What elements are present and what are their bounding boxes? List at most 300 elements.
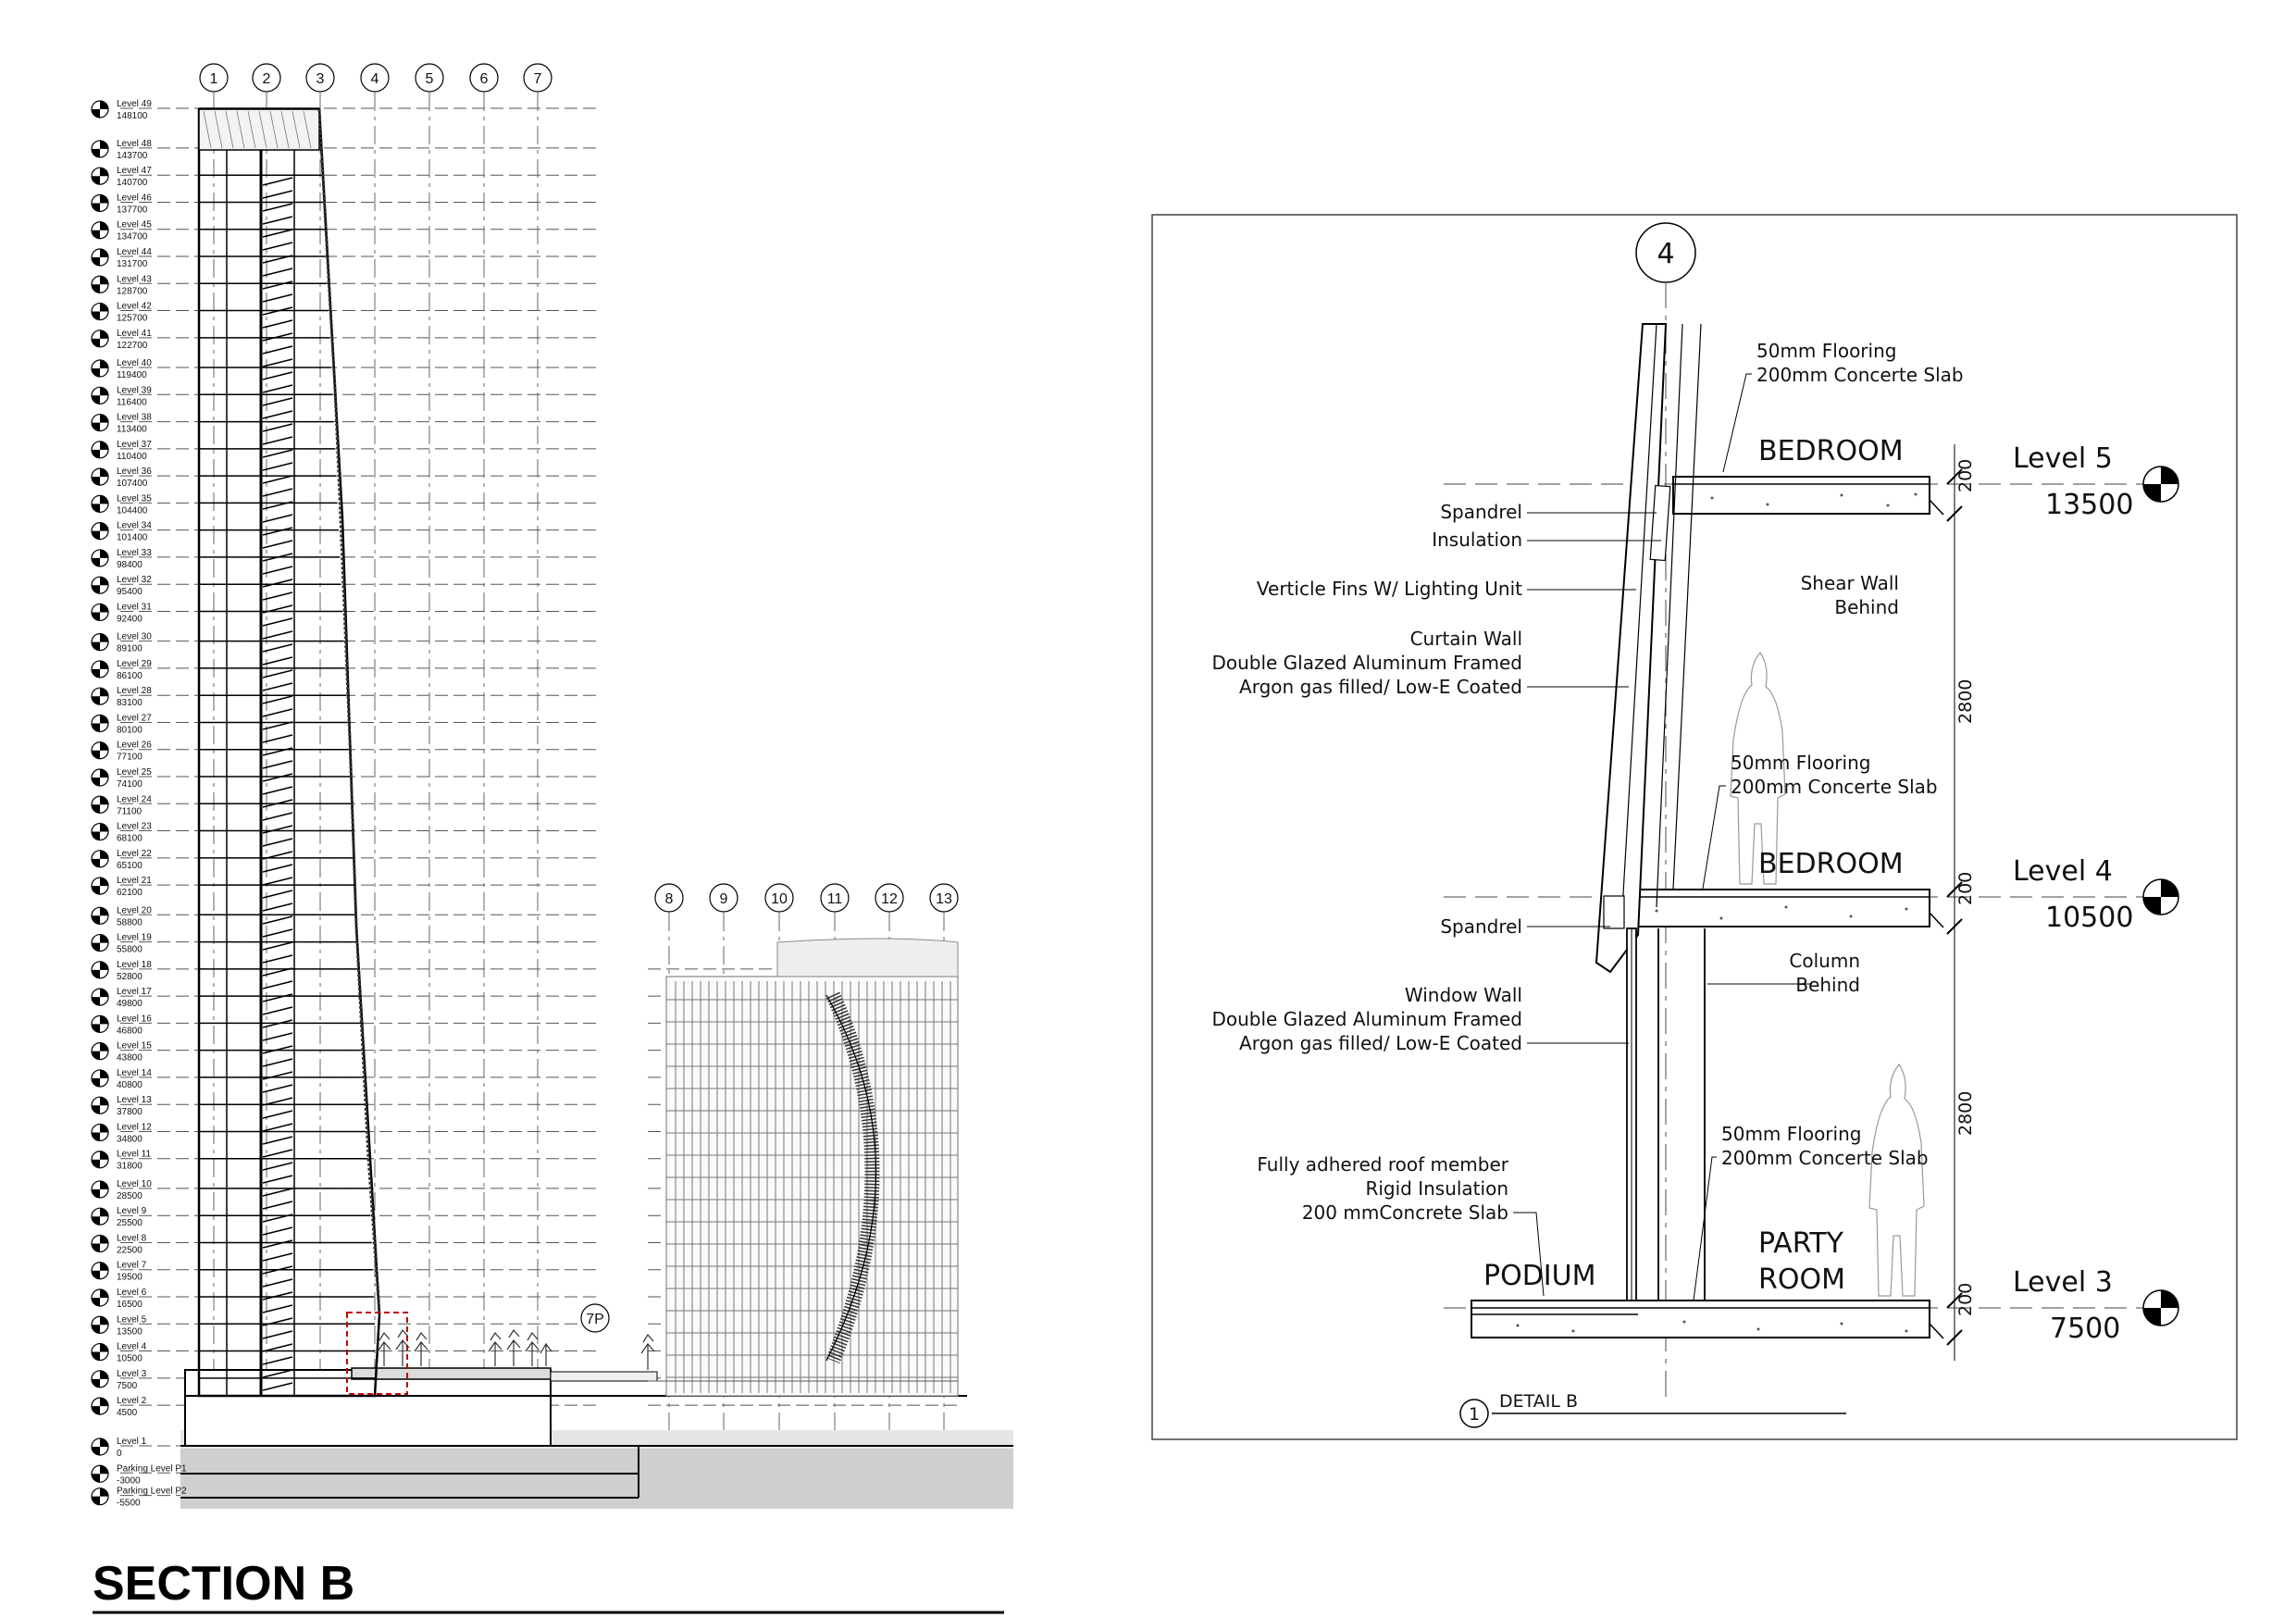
level-elevation: 71100 [117,806,143,817]
note-curtain-wall-1: Curtain Wall [1409,628,1522,650]
level-marker [92,521,152,543]
grid-label: 2 [262,71,271,87]
level-marker [92,960,152,982]
level-marker [92,1068,152,1090]
level-marker [92,686,152,708]
note-column-1: Column [1789,950,1860,972]
level-name: Level 40 [117,358,152,369]
level-marker [92,220,152,243]
note-window-wall-1: Window Wall [1404,984,1522,1006]
level-marker [92,99,152,121]
stair-tread [263,839,292,846]
stair-tread [263,761,292,768]
level-marker [92,767,152,790]
level-elevation: 31800 [117,1161,143,1172]
level-name: Level 3 [117,1368,147,1379]
level-name: Level 20 [117,905,152,916]
stair-tread [263,903,292,911]
level-name: Level 45 [117,219,152,230]
stair-tread [263,528,292,535]
stair-tread [263,243,292,250]
level-elevation: 4500 [117,1408,138,1419]
level-elevation: 55800 [117,944,143,955]
level-name: Level 14 [117,1067,152,1078]
level-elevation: 137700 [117,205,148,216]
level-name: Level 4 [117,1341,147,1352]
grid-bubble [655,884,683,912]
level-marker [92,193,152,215]
level-marker [92,139,152,161]
grid-label: 7 [533,71,542,87]
room-bedroom-lower: BEDROOM [1758,848,1904,880]
stair-tread [263,1331,292,1338]
level-3-symbol [2143,1290,2178,1326]
level-marker [92,632,152,654]
tower-crown [199,109,319,150]
grid-label: 6 [479,71,489,87]
level-marker [92,385,152,407]
level-elevation: 46800 [117,1026,143,1037]
level-elevation: 116400 [117,397,147,408]
grid-label: 5 [425,71,434,87]
grid-bubble [253,64,280,92]
stair-tread [263,890,292,898]
slab-level-3 [1471,1301,1930,1338]
level-marker [92,905,152,927]
stair-tread [263,865,292,872]
level-elevation: 128700 [117,286,148,297]
level-elevation: 80100 [117,725,143,736]
note-shear-wall-1: Shear Wall [1800,572,1899,594]
detail-level-4-name: Level 4 [2013,855,2113,888]
grid-bubble [930,884,958,912]
stair-tread [263,709,292,716]
room-bedroom-upper: BEDROOM [1758,435,1904,467]
level-name: Level 1 [117,1437,147,1447]
facade-lattice [319,109,379,1314]
parking-fill [180,1449,1013,1509]
level-name: Level 27 [117,713,152,724]
stair-tread [263,631,292,639]
stair-tread [263,1344,292,1351]
level-marker [92,849,152,871]
note-flooring-low-1: 50mm Flooring [1721,1123,1862,1145]
grid-label: 10 [771,891,788,907]
level-elevation: 143700 [117,150,148,161]
podium-roof-canopy [777,939,958,977]
level-elevation: -5500 [117,1498,141,1509]
stair-tread [263,1189,292,1196]
note-flooring-mid-2: 200mm Concerte Slab [1731,776,1938,798]
level-name: Level 42 [117,301,152,312]
grid-bubble [200,64,228,92]
grid-bubble [875,884,903,912]
stair-tread [263,618,292,626]
level-name: Level 21 [117,876,152,887]
level-elevation: 74100 [117,779,143,790]
note-insulation: Insulation [1432,529,1522,551]
level-name: Level 13 [117,1095,152,1106]
level-marker [92,440,152,462]
level-elevation: 119400 [117,370,147,381]
level-name: Level 48 [117,138,152,149]
level-elevation: 86100 [117,670,143,681]
level-marker [92,548,152,570]
grid-bubble [710,884,738,912]
slab-level-4 [1621,890,1930,927]
stair-tread [263,411,292,418]
note-shear-wall-2: Behind [1834,596,1899,618]
note-curtain-wall-2: Double Glazed Aluminum Framed [1211,652,1522,674]
stair-tread [263,320,292,328]
stair-tread [263,1137,292,1144]
level-name: Level 16 [117,1014,152,1025]
level-marker [92,602,152,624]
level-elevation: 16500 [117,1300,143,1311]
level-elevation: 148100 [117,111,148,121]
level-name: Level 9 [117,1206,147,1217]
level-marker [92,274,152,296]
level-name: Level 39 [117,385,152,396]
level-name: Level 30 [117,631,152,642]
stair-tread [263,657,292,665]
stair-tread [263,955,292,963]
level-marker [92,1150,152,1172]
level-name: Level 5 [117,1314,147,1326]
level-elevation: 62100 [117,888,143,899]
grid-label-7p: 7P [586,1312,604,1327]
level-marker [92,1095,152,1117]
stair-tread [263,1357,292,1364]
stair-tread [263,1176,292,1183]
note-window-wall-3: Argon gas filled/ Low-E Coated [1239,1032,1522,1054]
grid-label: 9 [719,891,728,907]
level-marker [92,1369,147,1391]
stair-tread [263,644,292,652]
level-marker [92,794,152,816]
level-4-symbol [2143,879,2178,915]
level-marker [92,1314,147,1337]
level-elevation: 19500 [117,1272,143,1283]
stair-tread [263,1253,292,1261]
level-name: Level 43 [117,274,152,285]
grid-bubble [821,884,849,912]
stair-tread [263,217,292,224]
grid-label: 3 [316,71,325,87]
level-marker [92,166,152,188]
stair-tread [263,372,292,380]
detail-level-5-elev: 13500 [2045,489,2134,521]
room-party-line-2: ROOM [1758,1263,1845,1296]
grid-bubbles [200,64,958,912]
note-spandrel-top: Spandrel [1440,501,1522,523]
detail-level-5-name: Level 5 [2013,442,2113,475]
grid-bubble [470,64,498,92]
detail-level-3-elev: 7500 [2050,1313,2121,1345]
stair-tread [263,981,292,989]
podium-base [185,1370,551,1446]
level-marker [92,1463,187,1486]
stair-tread [263,450,292,457]
level-marker [92,1342,147,1364]
level-name: Level 36 [117,467,152,478]
stair-tread [263,774,292,781]
note-fins: Verticle Fins W/ Lighting Unit [1256,578,1522,600]
level-elevation: 92400 [117,614,143,625]
level-marker [92,575,152,597]
level-name: Level 8 [117,1233,147,1244]
note-column-2: Behind [1795,974,1860,996]
stair-tread [263,204,292,211]
level-name: Level 10 [117,1178,152,1189]
level-elevation: -3000 [117,1475,141,1487]
stair-tread [263,359,292,367]
note-roof-1: Fully adhered roof member [1257,1153,1508,1176]
grid-bubble [416,64,443,92]
level-marker [92,493,152,516]
level-elevation: 40800 [117,1079,143,1090]
stair-tread [263,1072,292,1079]
stair-tread [263,592,292,600]
level-marker [92,302,152,324]
stair-tread [263,1124,292,1131]
stair-tread [263,929,292,937]
level-name: Level 28 [117,686,152,697]
level-name: Level 25 [117,767,152,778]
stair-tread [263,683,292,691]
level-elevation: 113400 [117,424,147,435]
level-elevation: 10500 [117,1353,143,1364]
grid-label: 12 [881,891,898,907]
level-elevation: 77100 [117,752,143,763]
dim-slab-low: 200 [1955,1282,1976,1316]
level-marker [92,413,152,435]
level-elevation: 49800 [117,999,143,1010]
grid-bubble [361,64,389,92]
stair-tread [263,281,292,289]
level-marker [92,1122,152,1144]
grid-label: 11 [826,891,843,907]
level-name: Level 23 [117,821,152,832]
note-curtain-wall-3: Argon gas filled/ Low-E Coated [1239,676,1522,698]
dim-floor-upper: 2800 [1955,678,1976,724]
level-elevation: 140700 [117,178,148,189]
level-elevation: 122700 [117,340,148,351]
note-flooring-top-1: 50mm Flooring [1756,340,1897,362]
level-elevation: 25500 [117,1218,143,1229]
stair-tread [263,1201,292,1209]
stair-tread [263,1240,292,1248]
stair-tread [263,1059,292,1066]
stair-tread [263,515,292,522]
level-name: Level 15 [117,1040,152,1052]
bridge-deck [551,1372,657,1381]
level-marker [92,1437,147,1459]
stair-tread [263,1279,292,1287]
level-name: Level 18 [117,959,152,970]
level-elevation: 13500 [117,1326,143,1338]
level-elevation: 101400 [117,532,148,543]
level-elevation: 134700 [117,231,148,243]
level-marker [92,1233,147,1255]
stair-tread [263,1007,292,1014]
level-markers [92,99,187,1509]
level-5-symbol [2143,467,2178,502]
stair-tread [263,191,292,198]
level-elevation: 98400 [117,559,143,570]
detail-level-3-name: Level 3 [2013,1266,2113,1299]
stair-tread [263,877,292,885]
grid-bubble [765,884,793,912]
detail-level-4-elev: 10500 [2045,902,2134,934]
stair-tread [263,333,292,341]
stair-tread [263,696,292,703]
dim-slab-mid: 200 [1955,871,1976,905]
level-name: Level 29 [117,658,152,669]
note-spandrel-mid: Spandrel [1440,915,1522,938]
level-elevation: 0 [117,1449,122,1459]
level-marker [92,358,152,380]
stair-tread [263,1227,292,1235]
dim-slab-top: 200 [1955,458,1976,492]
stair-tread [263,424,292,431]
grid-label: 8 [664,891,674,907]
stair-tread [263,1085,292,1092]
level-elevation: 104400 [117,505,148,517]
level-marker [92,1206,147,1228]
room-party-line-1: PARTY [1758,1227,1844,1260]
grid-label: 13 [936,891,952,907]
stair-tread [263,1150,292,1157]
room-podium: PODIUM [1483,1260,1596,1292]
level-name: Level 47 [117,166,152,177]
level-marker [92,1288,147,1310]
level-marker [92,1041,152,1064]
detail-caption-title: DETAIL B [1499,1391,1579,1412]
level-name: Level 31 [117,602,152,613]
note-flooring-top-2: 200mm Concerte Slab [1756,364,1964,386]
level-name: Level 38 [117,412,152,423]
level-name: Level 33 [117,547,152,558]
grid-label: 1 [209,71,218,87]
detail-grid-label: 4 [1657,238,1675,270]
detail-frame [1152,215,2237,1439]
stair-tread [263,787,292,794]
stair-tread [263,1292,292,1300]
detail-b-drawing [1152,215,2237,1439]
level-marker [92,1179,152,1201]
level-name: Level 41 [117,328,152,339]
stair-tread [263,346,292,354]
stair-tread [263,541,292,548]
level-marker [92,659,152,681]
stair-tread [263,994,292,1002]
level-marker [92,822,152,844]
level-name: Level 44 [117,247,152,258]
stair-tread [263,1163,292,1170]
level-elevation: 83100 [117,698,143,709]
level-elevation: 28500 [117,1190,143,1201]
level-elevation: 110400 [117,451,147,462]
stair-tread [263,398,292,405]
grid-label: 4 [370,71,379,87]
level-name: Level 26 [117,740,152,751]
level-elevation: 89100 [117,643,143,654]
level-name: Parking Level P2 [117,1486,187,1497]
section-title: SECTION B [93,1557,355,1611]
level-name: Level 17 [117,987,152,998]
stair-tread [263,1111,292,1118]
stair-tread [263,385,292,392]
level-name: Level 49 [117,99,152,109]
level-marker [92,1487,187,1509]
stair-tread [263,942,292,950]
level-name: Level 11 [117,1149,152,1160]
slab-level-5 [1673,477,1930,514]
dim-floor-lower: 2800 [1955,1090,1976,1136]
note-roof-3: 200 mmConcrete Slab [1301,1201,1508,1224]
level-marker [92,329,152,351]
level-marker [92,1014,152,1036]
level-marker [92,1396,147,1418]
level-elevation: 107400 [117,479,148,490]
level-name: Level 32 [117,575,152,586]
stair-tread [263,670,292,678]
level-elevation: 52800 [117,971,143,982]
stair-tread [263,735,292,742]
level-name: Level 19 [117,932,152,943]
stair-tread [263,916,292,924]
level-marker [92,247,152,269]
level-name: Level 22 [117,848,152,859]
level-name: Level 7 [117,1260,147,1271]
note-window-wall-2: Double Glazed Aluminum Framed [1211,1008,1522,1030]
stair-tread [263,813,292,820]
stair-tread [263,579,292,587]
stair-tread [263,1305,292,1313]
level-marker [92,467,152,489]
note-flooring-low-2: 200mm Concerte Slab [1721,1147,1929,1169]
level-elevation: 95400 [117,587,143,598]
level-name: Parking Level P1 [117,1463,187,1475]
level-elevation: 68100 [117,833,143,844]
stair-tread [263,463,292,470]
section-b-drawing [92,64,1013,1612]
note-flooring-mid-1: 50mm Flooring [1731,752,1871,774]
stair-tread [263,1033,292,1040]
level-elevation: 58800 [117,917,143,928]
stair-tread [263,489,292,496]
stair-tread [263,294,292,302]
level-name: Level 2 [117,1396,147,1407]
tower-floors [199,108,375,1378]
stair-tread [263,437,292,444]
stair-tread [263,230,292,237]
detail-caption-number: 1 [1468,1404,1481,1425]
stair-tread [263,476,292,483]
stair-tread [263,268,292,276]
level-elevation: 37800 [117,1107,143,1118]
level-marker [92,987,152,1009]
level-marker [92,876,152,898]
spandrel-mid [1604,896,1624,928]
level-elevation: 43800 [117,1052,143,1064]
grid-bubble [524,64,552,92]
level-name: Level 46 [117,193,152,204]
level-elevation: 22500 [117,1245,143,1256]
level-name: Level 37 [117,439,152,450]
level-elevation: 34800 [117,1134,143,1145]
